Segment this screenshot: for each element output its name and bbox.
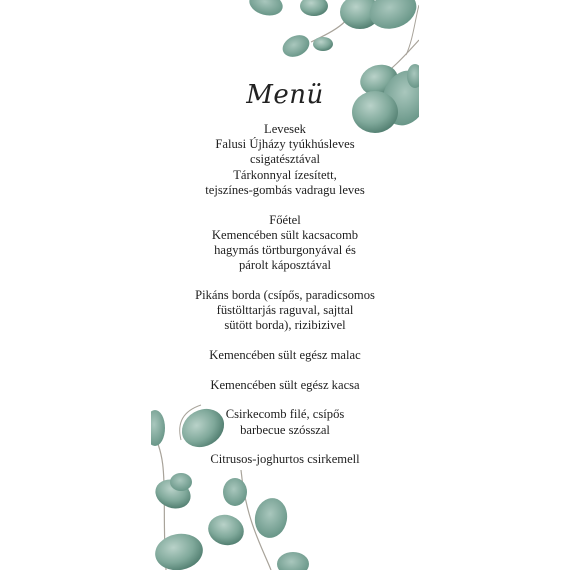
menu-line: párolt káposztával [239,258,331,273]
menu-line: Tárkonnyal ízesített, [233,167,337,182]
menu-line: sütött borda), rizibizivel [224,318,346,333]
menu-line: hagymás törtburgonyával és [214,242,356,257]
menu-line: Kemencében sült kacsacomb [211,227,359,242]
menu-line: Falusi Újházy tyúkhúsleves [215,137,355,152]
menu-title: Menü [246,80,324,110]
menu-line: Citrusos-joghurtos csirkemell [210,452,360,467]
menu-line: Kemencében sült egész kacsa [210,377,360,392]
menu-line: barbecue szósszal [240,422,330,437]
eucalyptus-top-right-icon [247,0,419,133]
menu-line: Csirkecomb filé, csípős [225,407,345,422]
menu-line: Pikáns borda (csípős, paradicsomos [195,287,375,302]
menu-card [151,0,419,570]
menu-line: Kemencében sült egész malac [209,347,361,362]
menu-list [151,122,419,467]
menu-line: Főétel [269,212,301,227]
menu-line: tejszínes-gombás vadragu leves [205,182,365,197]
menu-line: Levesek [264,122,306,136]
menu-line: füstölttarjás raguval, sajttal [216,303,354,318]
menu-line: csigatésztával [250,152,320,167]
